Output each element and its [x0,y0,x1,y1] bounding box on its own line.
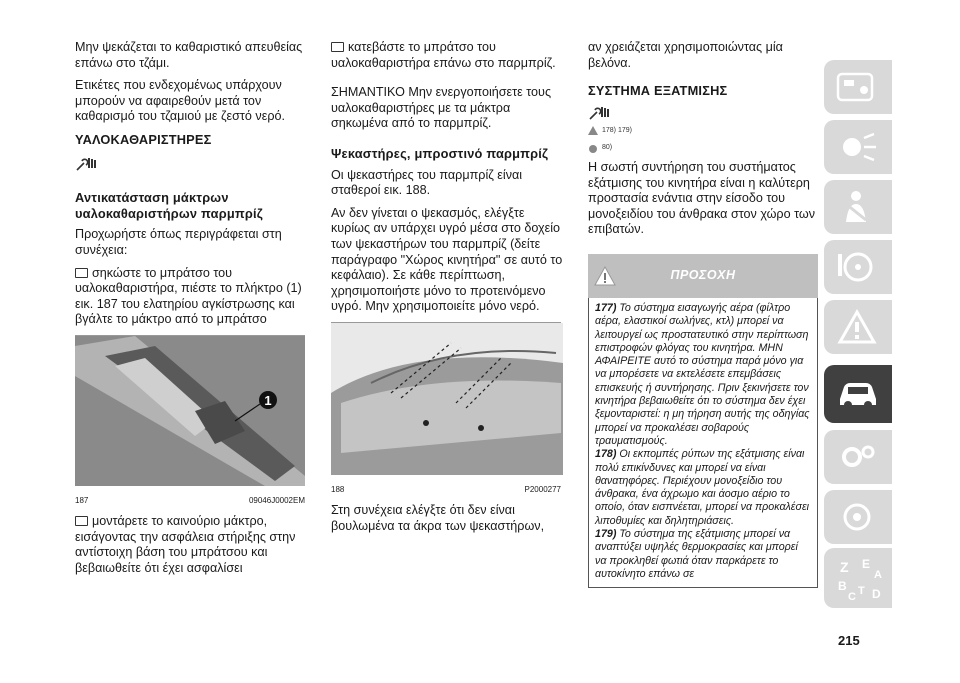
figure-number: 188 [331,484,345,494]
figure-number: 187 [75,495,89,505]
warning-179-number: 179) [595,527,617,540]
warning-box-header [588,254,818,298]
step-3: κατεβάστε το μπράτσο του υαλοκαθαριστήρα επάνω στο παρμπρίζ. [331,40,563,71]
dashboard-icon [834,68,880,106]
procedure-text: Προχωρήστε όπως περιγράφεται στη συνέχεια: [75,227,282,257]
step-2: μοντάρετε το καινούριο μάκτρο, εισάγοντας την ασφάλεια στήριξης στην αντίστοιχη βάση του μπράτσου και βεβαιωθείτε ότι έχει ασφαλίσει [75,514,305,576]
index-letter-t: T [858,585,865,597]
figure-188 [331,322,561,503]
subheading-washers: Ψεκαστήρες, μπροστινό παρμπρίζ [331,145,549,161]
washers-paragraph-1: Οι ψεκαστήρες του παρμπρίζ είναι σταθεροί εικ. 188. [331,167,523,198]
exhaust-paragraph: Η σωστή συντήρηση του συστήματος εξάτμισης του κινητήρα είναι η καλύτερη προστασία ενάντια στην είσοδο του μονοξειδίου του άνθρακα στον χώρο των επιβατών. [588,159,816,237]
warning-178-text: Οι εκπομπές ρύπων της εξάτμισης είναι πολύ επικίνδυνες και μπορεί να είναι θανατηφόρες. Περιέχουν μονοξείδιο του άνθρακα, ένα άχρωμο και άοσμο αέριο το οποίο, όταν εισπνέεται, μπορεί να προκαλέσει λιποθυμίες και δηλητηριάσεις. [595,448,810,527]
warning-refs: 178) 179) [602,126,632,134]
chapter-tab-emergency[interactable] [824,300,892,354]
warning-177-number: 177) [595,301,617,314]
steering-wheel-icon [834,248,880,286]
column-3 [588,40,818,588]
index-letter-c: C [848,591,856,603]
warning-177-text: Το σύστημα εισαγωγής αέρα (φίλτρο αέρα, ελαστικοί σωλήνες, κτλ) μπορεί να λειτουργεί ως προστατευτικό στην περίπτωση επιστροφών φλόγας του κινητήρα. ΜΗΝ ΑΦΑΙΡΕΙΤΕ αυτό το σύστημα παρά μόνο για να μπορέσετε να εκτελέσετε επεμβάσεις επισκευής ή συντήρησης. Πριν ξεκινήσετε τον κινητήρα βεβαιωθείτε ότι το σύστημα δεν έχει ξεμονταριστεί: η μη τήρηση αυτής της οδηγίας μπορεί να προκαλέσει σοβαρούς τραυματισμούς. [595,301,810,447]
wrench-icon [588,105,610,121]
needle-paragraph: αν χρειάζεται χρησιμοποιώντας μία βελόνα. [588,40,783,70]
chapter-tab-dashboard[interactable] [824,60,892,114]
windshield-washer-image [331,323,563,475]
section-heading-exhaust: ΣΥΣΤΗΜΑ ΕΞΑΤΜΙΣΗΣ [588,83,728,99]
warning-179 [595,528,811,581]
warning-box-body [588,298,818,588]
index-letter-b: B [838,579,847,593]
page-number: 215 [838,633,860,648]
step-1: σηκώστε το μπράτσο του υαλοκαθαριστήρα, πιέστε το πλήκτρο (1) εικ. 187 του ελατηρίου αγκίστρωσης και βγάλτε το μάκτρο από το μπράτσο [75,266,305,328]
chapter-tab-multimedia[interactable] [824,490,892,544]
washers-paragraph-2: Αν δεν γίνεται ο ψεκασμός, ελέγξτε κυρίως αν υπάρχει υγρό μέσα στο δοχείο των ψεκαστήρων του παρμπρίζ (δείτε παράγραφο "Χώρος κινητήρα" σε αυτό το κεφάλαιο). Σε κάθε περίπτωση, χρησιμοποιήστε μόνο το προτεινόμενο υγρό. Μην χρησιμοποιείτε μόνο νερό. [331,205,563,314]
column-1 [75,40,305,583]
car-maintenance-icon [834,373,880,413]
chapter-tab-safety[interactable] [824,180,892,234]
chapter-tab-lights[interactable] [824,120,892,174]
washers-paragraph-3: Στη συνέχεια ελέγξτε ότι δεν είναι βουλωμένα τα άκρα των ψεκαστήρων, [331,503,545,533]
column-2 [331,40,563,541]
warning-179-text: Το σύστημα της εξάτμισης μπορεί να αναπτύξει υψηλές θερμοκρασίες και μπορεί να προκληθεί φωτιά όταν παρκάρετε το αυτοκίνητο επάνω σε [595,527,798,580]
warning-178-number: 178) [595,448,617,461]
important-note: ΣΗΜΑΝΤΙΚΟ Μην ενεργοποιήσετε τους υαλοκαθαριστήρες με τα μάκτρα σηκωμένα από το παρμπρίζ. [331,85,552,131]
chapter-tab-index[interactable] [824,548,892,608]
lights-icon [834,128,880,166]
wiper-blade-image [75,336,305,486]
index-letter-e: E [862,557,871,571]
warning-triangle-icon [834,308,880,346]
wrench-icon [75,156,97,172]
index-letters-icon [834,556,890,604]
index-letter-z: Z [840,559,849,575]
seatbelt-icon [834,188,880,226]
multimedia-icon [834,498,880,536]
intro-paragraph-2: Ετικέτες που ενδεχομένως υπάρχουν μπορούν να αφαιρεθούν μετά τον καθαρισμό του τζαμιού με ζεστό νερό. [75,78,285,124]
chapter-tab-technical[interactable] [824,430,892,484]
warning-178 [595,448,811,528]
subheading-blade-replacement: Αντικατάσταση μάκτρων υαλοκαθαριστήρων παρμπρίζ [75,190,263,221]
section-heading-wipers: ΥΑΛΟΚΑΘΑΡΙΣΤΗΡΕΣ [75,131,212,147]
callout-number: 1 [264,392,272,408]
warning-triangle-icon [588,126,598,135]
figure-code: P2000277 [524,484,561,494]
chapter-tab-driving[interactable] [824,240,892,294]
warning-177 [595,302,811,448]
gear-icon [834,438,880,476]
figure-187 [75,335,305,514]
intro-paragraph-1: Μην ψεκάζεται το καθαριστικό απευθείας επάνω στο τζάμι. [75,40,303,70]
index-letter-a: A [874,569,882,581]
index-letter-d: D [872,587,881,601]
caution-refs: 80) [602,144,613,152]
chapter-tab-maintenance[interactable] [824,365,892,423]
warning-title: ΠΡΟΣΟΧΗ [670,267,736,282]
caution-hand-icon [588,144,598,153]
figure-code: 09046J0002EM [248,495,305,505]
